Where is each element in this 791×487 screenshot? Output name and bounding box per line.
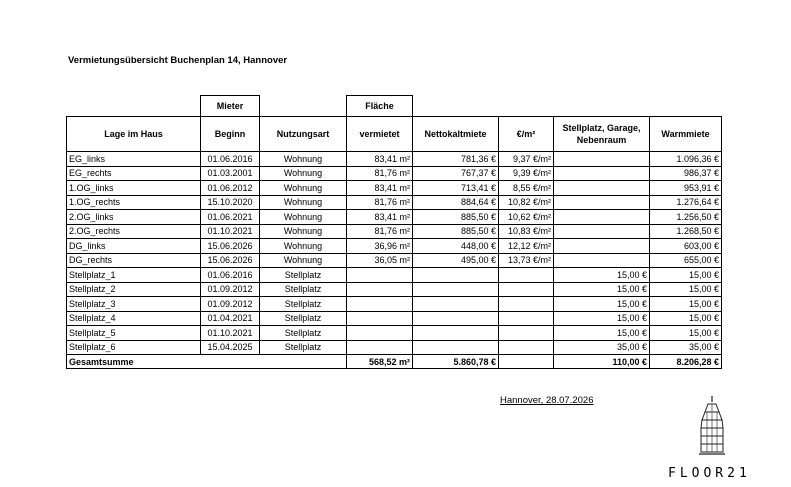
- cell-parking: [554, 224, 650, 239]
- cell-start: 15.06.2026: [201, 239, 260, 254]
- cell-usage: Wohnung: [260, 152, 347, 167]
- cell-per-sqm: [499, 297, 554, 312]
- cell-warm-rent: 15,00 €: [650, 326, 722, 341]
- cell-area: [347, 340, 413, 355]
- cell-usage: Wohnung: [260, 210, 347, 225]
- total-warm-rent: 8.206,28 €: [650, 355, 722, 369]
- table-row: [67, 210, 722, 225]
- cell-area: 36,05 m²: [347, 253, 413, 268]
- table-row: [67, 152, 722, 167]
- cell-net-rent: [413, 297, 499, 312]
- table-row: [67, 282, 722, 297]
- cell-location: Stellplatz_4: [67, 311, 201, 326]
- cell-net-rent: 885,50 €: [413, 224, 499, 239]
- cell-area: [347, 326, 413, 341]
- cell-parking: [554, 195, 650, 210]
- column-header-net-rent: Nettokaltmiete: [413, 117, 499, 152]
- cell-parking: [554, 239, 650, 254]
- group-header-spacer: [260, 96, 347, 117]
- cell-usage: Wohnung: [260, 181, 347, 196]
- cell-location: 1.OG_links: [67, 181, 201, 196]
- table-row: [67, 297, 722, 312]
- cell-location: Stellplatz_5: [67, 326, 201, 341]
- cell-location: DG_rechts: [67, 253, 201, 268]
- cell-location: Stellplatz_3: [67, 297, 201, 312]
- column-header-location: Lage im Haus: [67, 117, 201, 152]
- cell-warm-rent: 1.256,50 €: [650, 210, 722, 225]
- cell-location: DG_links: [67, 239, 201, 254]
- cell-per-sqm: 9,39 €/m²: [499, 166, 554, 181]
- cell-per-sqm: 10,83 €/m²: [499, 224, 554, 239]
- table-row: [67, 311, 722, 326]
- cell-area: 36,96 m²: [347, 239, 413, 254]
- group-header-tenant: Mieter: [201, 96, 260, 117]
- logo-wordmark: FLOOR21: [668, 466, 751, 481]
- cell-usage: Wohnung: [260, 239, 347, 254]
- cell-start: 01.06.2016: [201, 152, 260, 167]
- document-title: Vermietungsübersicht Buchenplan 14, Hannover: [68, 55, 288, 66]
- cell-parking: [554, 166, 650, 181]
- cell-warm-rent: 35,00 €: [650, 340, 722, 355]
- cell-start: 01.09.2012: [201, 282, 260, 297]
- table-row: [67, 340, 722, 355]
- cell-per-sqm: 13,73 €/m²: [499, 253, 554, 268]
- cell-parking: [554, 210, 650, 225]
- cell-area: 81,76 m²: [347, 195, 413, 210]
- cell-net-rent: [413, 311, 499, 326]
- cell-warm-rent: 1.268,50 €: [650, 224, 722, 239]
- cell-usage: Stellplatz: [260, 282, 347, 297]
- total-per-sqm: [499, 355, 554, 369]
- cell-parking: 35,00 €: [554, 340, 650, 355]
- cell-start: 01.09.2012: [201, 297, 260, 312]
- table-row: [67, 195, 722, 210]
- cell-area: 83,41 m²: [347, 152, 413, 167]
- cell-per-sqm: 10,62 €/m²: [499, 210, 554, 225]
- table-row: [67, 326, 722, 341]
- table-body: [67, 152, 722, 355]
- cell-start: 01.10.2021: [201, 224, 260, 239]
- cell-per-sqm: 12,12 €/m²: [499, 239, 554, 254]
- cell-area: 83,41 m²: [347, 181, 413, 196]
- cell-parking: 15,00 €: [554, 311, 650, 326]
- place-date: Hannover, 28.07.2026: [500, 395, 594, 406]
- cell-net-rent: [413, 340, 499, 355]
- column-header-rented: vermietet: [347, 117, 413, 152]
- cell-start: 01.06.2021: [201, 210, 260, 225]
- cell-start: 01.06.2012: [201, 181, 260, 196]
- cell-warm-rent: 15,00 €: [650, 311, 722, 326]
- table-row: [67, 268, 722, 283]
- cell-parking: 15,00 €: [554, 326, 650, 341]
- cell-area: 83,41 m²: [347, 210, 413, 225]
- cell-per-sqm: [499, 311, 554, 326]
- cell-warm-rent: 603,00 €: [650, 239, 722, 254]
- cell-parking: 15,00 €: [554, 282, 650, 297]
- cell-usage: Wohnung: [260, 224, 347, 239]
- cell-start: 01.03.2001: [201, 166, 260, 181]
- column-header-row: [67, 117, 722, 152]
- tower-icon: [692, 396, 732, 458]
- total-label: Gesamtsumme: [67, 355, 347, 369]
- column-header-start: Beginn: [201, 117, 260, 152]
- cell-area: [347, 268, 413, 283]
- cell-warm-rent: 15,00 €: [650, 297, 722, 312]
- cell-usage: Stellplatz: [260, 311, 347, 326]
- cell-usage: Stellplatz: [260, 268, 347, 283]
- cell-area: 81,76 m²: [347, 166, 413, 181]
- cell-usage: Stellplatz: [260, 297, 347, 312]
- cell-net-rent: 767,37 €: [413, 166, 499, 181]
- cell-usage: Wohnung: [260, 253, 347, 268]
- cell-warm-rent: 15,00 €: [650, 268, 722, 283]
- cell-warm-rent: 655,00 €: [650, 253, 722, 268]
- column-header-usage: Nutzungsart: [260, 117, 347, 152]
- cell-usage: Stellplatz: [260, 326, 347, 341]
- cell-parking: 15,00 €: [554, 297, 650, 312]
- group-header-spacer: [650, 96, 722, 117]
- column-header-per-sqm: €/m²: [499, 117, 554, 152]
- cell-per-sqm: [499, 282, 554, 297]
- cell-usage: Wohnung: [260, 166, 347, 181]
- cell-start: 15.10.2020: [201, 195, 260, 210]
- cell-warm-rent: 1.276,64 €: [650, 195, 722, 210]
- cell-area: [347, 297, 413, 312]
- cell-start: 01.06.2016: [201, 268, 260, 283]
- cell-net-rent: [413, 326, 499, 341]
- cell-net-rent: 448,00 €: [413, 239, 499, 254]
- table-row: [67, 224, 722, 239]
- total-net-rent: 5.860,78 €: [413, 355, 499, 369]
- cell-warm-rent: 953,91 €: [650, 181, 722, 196]
- cell-per-sqm: 8,55 €/m²: [499, 181, 554, 196]
- group-header-spacer: [413, 96, 499, 117]
- group-header-row: [67, 96, 722, 117]
- cell-location: 1.OG_rechts: [67, 195, 201, 210]
- cell-location: 2.OG_links: [67, 210, 201, 225]
- cell-area: [347, 311, 413, 326]
- cell-net-rent: [413, 282, 499, 297]
- column-header-warm-rent: Warmmiete: [650, 117, 722, 152]
- total-parking: 110,00 €: [554, 355, 650, 369]
- cell-start: 01.10.2021: [201, 326, 260, 341]
- cell-per-sqm: 10,82 €/m²: [499, 195, 554, 210]
- group-header-spacer: [67, 96, 201, 117]
- group-header-area: Fläche: [347, 96, 413, 117]
- total-area: 568,52 m²: [347, 355, 413, 369]
- cell-usage: Stellplatz: [260, 340, 347, 355]
- cell-net-rent: 884,64 €: [413, 195, 499, 210]
- cell-per-sqm: 9,37 €/m²: [499, 152, 554, 167]
- cell-location: 2.OG_rechts: [67, 224, 201, 239]
- cell-warm-rent: 15,00 €: [650, 282, 722, 297]
- cell-location: EG_links: [67, 152, 201, 167]
- table-row: [67, 166, 722, 181]
- cell-parking: [554, 181, 650, 196]
- cell-per-sqm: [499, 340, 554, 355]
- cell-net-rent: [413, 268, 499, 283]
- table-row: [67, 181, 722, 196]
- table-row: [67, 239, 722, 254]
- cell-location: EG_rechts: [67, 166, 201, 181]
- cell-area: [347, 282, 413, 297]
- cell-location: Stellplatz_6: [67, 340, 201, 355]
- cell-parking: 15,00 €: [554, 268, 650, 283]
- cell-location: Stellplatz_1: [67, 268, 201, 283]
- rental-table: [66, 95, 722, 369]
- cell-net-rent: 885,50 €: [413, 210, 499, 225]
- total-row: [67, 355, 722, 369]
- cell-per-sqm: [499, 268, 554, 283]
- column-header-parking: Stellplatz, Garage, Nebenraum: [554, 117, 650, 152]
- cell-area: 81,76 m²: [347, 224, 413, 239]
- cell-parking: [554, 253, 650, 268]
- group-header-spacer: [554, 96, 650, 117]
- table-row: [67, 253, 722, 268]
- cell-net-rent: 495,00 €: [413, 253, 499, 268]
- cell-net-rent: 781,36 €: [413, 152, 499, 167]
- cell-usage: Wohnung: [260, 195, 347, 210]
- cell-net-rent: 713,41 €: [413, 181, 499, 196]
- cell-start: 01.04.2021: [201, 311, 260, 326]
- cell-start: 15.06.2026: [201, 253, 260, 268]
- cell-warm-rent: 1.096,36 €: [650, 152, 722, 167]
- cell-per-sqm: [499, 326, 554, 341]
- cell-start: 15.04.2025: [201, 340, 260, 355]
- cell-parking: [554, 152, 650, 167]
- group-header-spacer: [499, 96, 554, 117]
- cell-warm-rent: 986,37 €: [650, 166, 722, 181]
- cell-location: Stellplatz_2: [67, 282, 201, 297]
